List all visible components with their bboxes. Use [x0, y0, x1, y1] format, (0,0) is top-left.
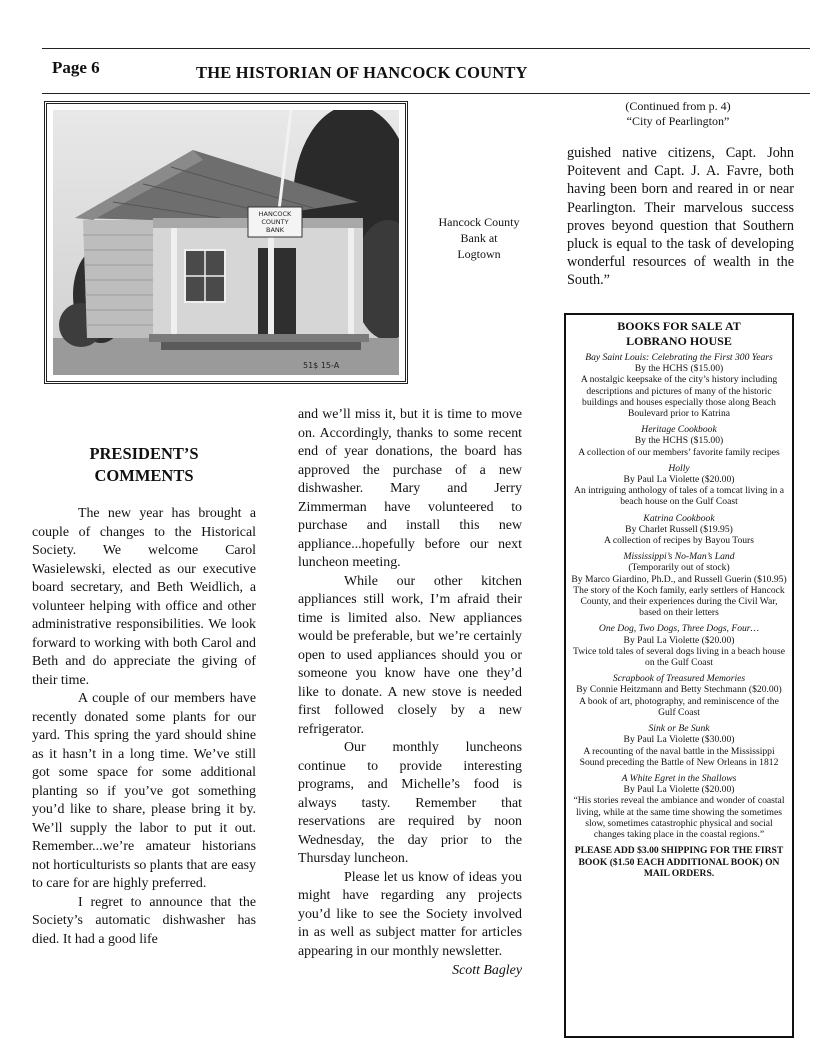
- book-entry: [571, 513, 787, 547]
- paragraph: While our other kitchen appliances still work, I’m afraid their time is limited also. New appliances would be preferable, but we’re certainly open to used appliances should you or someone you know have one they’d like to donate. A new stove is needed first followed closely by a new refrigerator.: [298, 573, 522, 737]
- book-description: “His stories reveal the ambiance and wonder of coastal living, while at the same time showing the sometimes slow, sometimes catastrophic physical and social changes taking place in the coastal regions.”: [573, 795, 785, 840]
- book-author-price: By Connie Heitzmann and Betty Stechmann ($20.00): [576, 684, 782, 696]
- book-entry: [571, 773, 787, 840]
- sign-line-2: COUNTY: [261, 218, 289, 226]
- book-author-price: By Paul La Violette ($30.00): [623, 734, 735, 746]
- continued-note: (Continued from p. 4) “City of Pearlington”: [625, 99, 731, 128]
- book-title: Heritage Cookbook: [641, 424, 717, 436]
- book-entry: [571, 424, 787, 458]
- paragraph: Please let us know of ideas you might have regarding any projects you’d like to see the Society involved in as well as subject matter for articles appearing in our monthly newsletter.: [298, 869, 522, 959]
- book-entry: [571, 551, 787, 618]
- book-author-price: By the HCHS ($15.00): [634, 435, 724, 447]
- books-list: [571, 352, 787, 840]
- book-description: An intriguing anthology of tales of a tomcat living in a beach house on the Gulf Coast: [574, 485, 784, 508]
- paragraph: The new year has brought a couple of changes to the Historical Society. We welcome Carol Wasielewski, elected as our executive board secretary, and Beth Weidlich, a volunteer helping with office and other administrative responsibilities. We look forward to working with both Carol and Beth and do appreciate the giving of their time.: [32, 506, 256, 688]
- book-entry: [571, 463, 787, 508]
- header-rule: [42, 93, 810, 94]
- book-description: Twice told tales of several dogs living in a beach house on the Gulf Coast: [573, 645, 785, 669]
- top-rule: [42, 48, 810, 49]
- book-description: A collection of recipes by Bayou Tours: [604, 535, 754, 547]
- book-entry: [571, 623, 787, 668]
- paragraph: and we’ll miss it, but it is time to move on. Accordingly, thanks to some recent end of year donations, the board has approved the purchase of a new dishwasher. Mary and Jerry Zimmerman have volunteered to purchase and install this new appliance...hopefully before our next luncheon meeting.: [298, 407, 522, 570]
- book-author-price: By Paul La Violette ($20.00): [623, 634, 735, 646]
- book-title: Scrapbook of Treasured Memories: [612, 673, 746, 685]
- photo-corner-note: 51$ 15-A: [303, 361, 340, 370]
- page-number: Page 6: [52, 58, 100, 77]
- photo-caption: Hancock County Bank at Logtown: [438, 215, 520, 261]
- book-author-price: By Charlet Russell ($19.95): [625, 523, 733, 535]
- book-note: (Temporarily out of stock): [628, 562, 730, 574]
- book-author-price: By Marco Giardino, Ph.D., and Russell Guerin ($10.95): [571, 573, 787, 585]
- bank-photo: [44, 101, 408, 384]
- book-entry: [571, 673, 787, 718]
- books-box-title: BOOKS FOR SALE AT LOBRANO HOUSE: [617, 319, 741, 348]
- sign-line-1: HANCOCK: [258, 210, 292, 218]
- book-title: A White Egret in the Shallows: [621, 772, 737, 784]
- sign-line-3: BANK: [265, 226, 285, 234]
- paragraph: I regret to announce that the Society’s automatic dishwasher has died. It had a good life: [32, 894, 256, 947]
- book-title: Katrina Cookbook: [643, 512, 715, 524]
- book-author-price: By Paul La Violette ($20.00): [623, 784, 735, 796]
- books-for-sale-box: [564, 313, 794, 1038]
- presidents-comments-column-1: [32, 505, 256, 949]
- book-title: Bay Saint Louis: Celebrating the First 300 Years: [585, 352, 773, 363]
- newsletter-title: THE HISTORIAN OF HANCOCK COUNTY: [196, 63, 528, 82]
- book-description: The story of the Koch family, early settlers of Hancock County, and their experiences during the Civil War, based on their letters: [573, 584, 785, 619]
- book-description: A recounting of the naval battle in the Mississippi Sound preceding the Battle of New Orleans in 1812: [579, 745, 779, 768]
- book-title: Mississippi’s No-Man’s Land: [623, 551, 735, 563]
- book-title: One Dog, Two Dogs, Three Dogs, Four…: [598, 623, 760, 635]
- presidents-comments-column-2: [298, 406, 522, 981]
- book-description: A book of art, photography, and reminiscence of the Gulf Coast: [579, 695, 779, 718]
- presidents-comments-heading: PRESIDENT’S COMMENTS: [89, 444, 199, 485]
- shipping-note: PLEASE ADD $3.00 SHIPPING FOR THE FIRST BOOK ($1.50 EACH ADDITIONAL BOOK) ON MAIL ORDERS.: [574, 845, 784, 880]
- continued-article-text: guished native citizens, Capt. John Poitevent and Capt. J. A. Favre, both having been born and reared in or near Pearlington. Their marvelous success proves beyond question that Southern pluck is equal to the task of developing wonderful resources of wealth in the South.”: [567, 145, 794, 289]
- book-entry: [571, 352, 787, 419]
- book-author-price: By Paul La Violette ($20.00): [623, 474, 735, 486]
- book-entry: [571, 723, 787, 768]
- book-author-price: By the HCHS ($15.00): [634, 363, 724, 375]
- bank-photo-image: [53, 110, 399, 375]
- paragraph: A couple of our members have recently donated some plants for our yard. This spring the yard should shine as it hasn’t in a long time. We’ve still got some space for some additional planting so if you’ve got something you’d like to share, please bring it by. We’ll supply the labor to put it out. Remember...we’re amateur historians not horticulturists so plants that are easy to care for are highly preferred.: [32, 691, 256, 891]
- paragraph: Our monthly luncheons continue to provide interesting programs, and Michelle’s food is always tasty. Remember that reservations are required by noon Wednesday, the day prior to the Thursday luncheon.: [298, 740, 522, 866]
- signature: Scott Bagley: [452, 963, 522, 978]
- book-description: A nostalgic keepsake of the city’s history including descriptions and pictures of many of the historic buildings and houses especially those along Beach Boulevard prior to Katrina: [580, 374, 778, 420]
- book-title: Holly: [668, 462, 690, 474]
- book-description: A collection of our members’ favorite family recipes: [578, 446, 780, 458]
- book-title: Sink or Be Sunk: [648, 723, 710, 735]
